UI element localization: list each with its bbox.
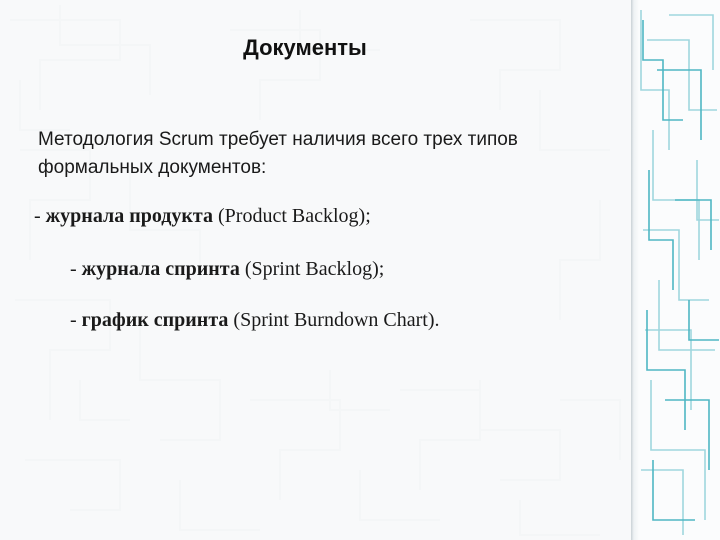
list-item-detail: (Product Backlog); <box>213 205 371 227</box>
list-item-term: график спринта <box>81 309 229 331</box>
list-item-detail: (Sprint Backlog); <box>239 258 385 280</box>
list-item-detail: (Sprint Burndown Chart). <box>228 309 440 331</box>
list-item <box>34 205 371 228</box>
list-item-term: журнала продукта <box>45 205 213 227</box>
circuit-accent-pattern <box>639 0 720 540</box>
slide-title: Документы <box>243 35 367 60</box>
list-item <box>70 309 440 332</box>
panel-shadow <box>631 0 639 540</box>
list-item-term: журнала спринта <box>81 258 240 280</box>
intro-paragraph: Методология Scrum требует наличия всего трех типов формальных документов: <box>38 129 518 178</box>
list-item-prefix: - <box>70 309 82 331</box>
list-item-prefix: - <box>70 258 82 280</box>
list-item-prefix: - <box>34 205 46 227</box>
list-item <box>70 258 384 281</box>
